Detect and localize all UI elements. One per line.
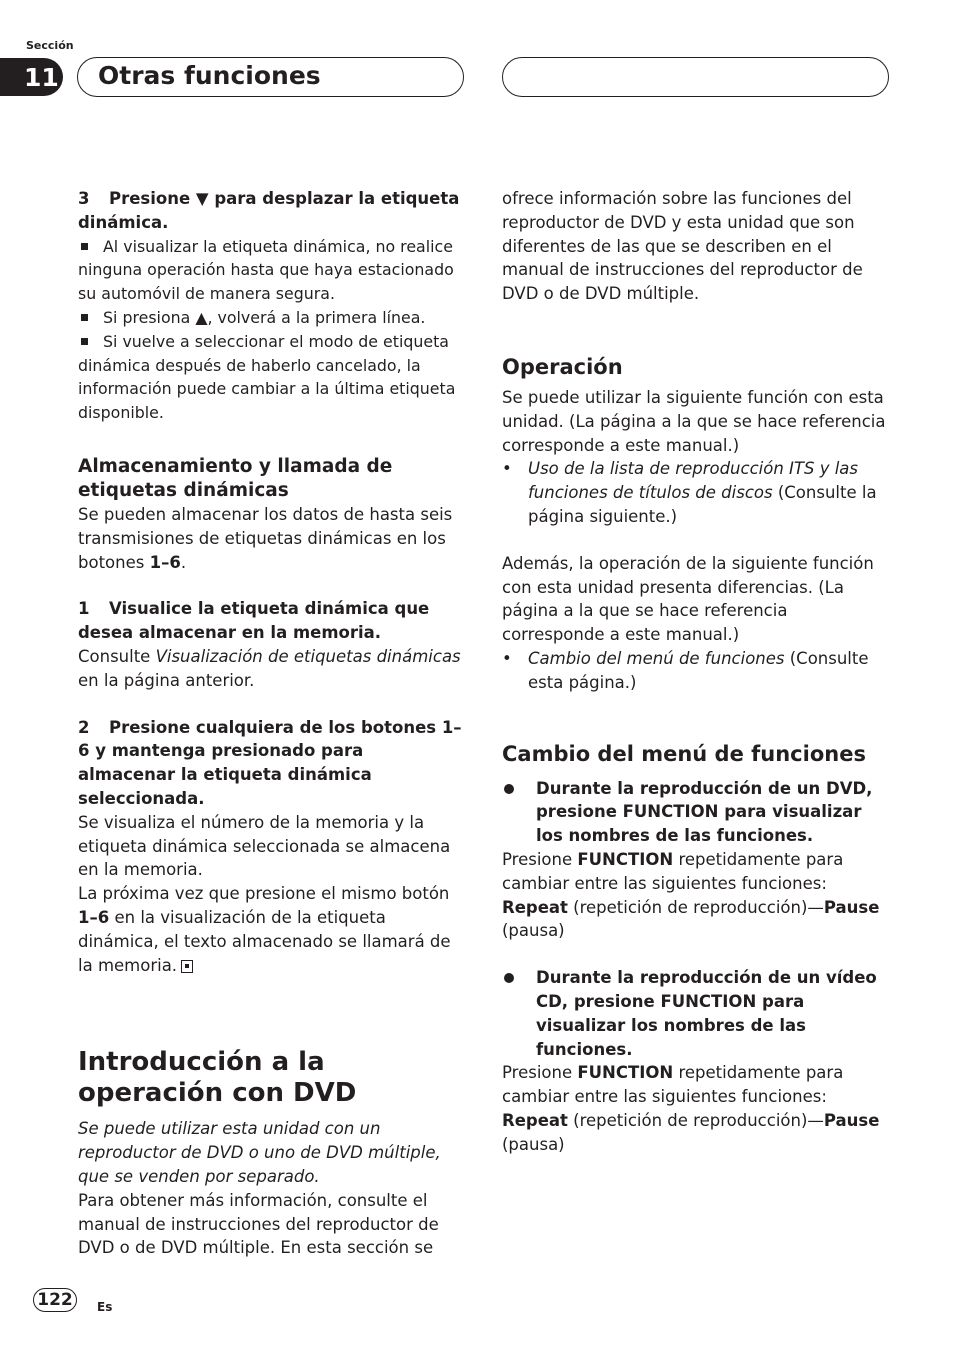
section-number-tab <box>0 58 63 96</box>
step-2-body-1: Se visualiza el número de la memoria y la etiqueta dinámica seleccionada se almacena en la memoria. <box>78 812 451 880</box>
dvd-step <box>502 777 887 848</box>
step-1-number: 1 <box>78 599 90 619</box>
operation-bullet-1: • Uso de la lista de reproducción ITS y las funciones de títulos de discos (Consulte la página siguiente.) <box>502 457 887 528</box>
step-2 <box>78 716 463 811</box>
step-3-number: 3 <box>78 189 90 208</box>
step-1-body: Consulte Visualización de etiquetas dinámicas en la página anterior. <box>78 646 461 690</box>
step-1 <box>78 597 463 645</box>
vcd-step-text: Durante la reproducción de un vídeo CD, presione FUNCTION para visualizar los nombres de las funciones. <box>536 968 877 1059</box>
bullet-disc-icon <box>504 784 514 794</box>
note-2-text: Si presiona ▲, volverá a la primera línea. <box>103 307 426 327</box>
step-2-body-2: La próxima vez que presione el mismo botón 1–6 en la visualización de la etiqueta dinámica, el texto almacenado se llamará de la memoria. <box>78 884 451 975</box>
note-1 <box>78 235 463 306</box>
operation-body: Se puede utilizar la siguiente función con esta unidad. (La página a la que se hace referencia corresponde a este manual.) <box>502 387 886 455</box>
note-3-text: Si vuelve a seleccionar el modo de etiqueta dinámica después de haberlo cancelado, la información puede cambiar a la última etiqueta disponible. <box>78 331 456 423</box>
dvd-function-list: Repeat (repetición de reproducción)—Pause (pausa) <box>502 897 880 941</box>
left-column <box>78 187 463 1260</box>
section-title: Otras funciones <box>98 61 321 90</box>
vcd-function-list: Repeat (repetición de reproducción)—Pause (pausa) <box>502 1110 880 1154</box>
language-code: Es <box>97 1300 113 1314</box>
operation-body-2: Además, la operación de la siguiente función con esta unidad presenta diferencias. (La página a la que se hace referencia corresponde a este manual.) <box>502 553 874 645</box>
operation-bullet-2: • Cambio del menú de funciones (Consulte esta página.) <box>502 647 887 695</box>
vcd-step <box>502 966 887 1061</box>
section-label: Sección <box>26 39 74 52</box>
bullet-disc-icon <box>504 973 514 983</box>
empty-title-frame <box>502 57 889 97</box>
continued-text: ofrece información sobre las funciones del reproductor de DVD y esta unidad que son diferentes de las que se describen en el manual de instrucciones del reproductor de DVD o de DVD múltiple. <box>502 189 863 304</box>
dvd-intro-body: Para obtener más información, consulte el manual de instrucciones del reproductor de DVD o de DVD múltiple. En esta sección se <box>78 1190 439 1258</box>
operation-heading: Operación <box>502 354 623 379</box>
square-bullet-icon <box>81 243 88 250</box>
bullet-icon: • <box>502 648 512 668</box>
square-bullet-icon <box>81 314 88 321</box>
dvd-heading: Introducción a la operación con DVD <box>78 1047 357 1109</box>
bullet-icon: • <box>502 459 512 479</box>
section-number: 11 <box>24 62 59 92</box>
right-column <box>502 187 887 1157</box>
menu-heading: Cambio del menú de funciones <box>502 741 866 766</box>
page-number: 122 <box>33 1288 77 1312</box>
vcd-press-text: Presione FUNCTION repetidamente para cambiar entre las siguientes funciones: <box>502 1063 844 1107</box>
note-2 <box>78 306 463 330</box>
dvd-step-text: Durante la reproducción de un DVD, presione FUNCTION para visualizar los nombres de las funciones. <box>536 778 873 846</box>
step-3 <box>78 187 463 235</box>
square-bullet-icon <box>81 338 88 345</box>
step-2-number: 2 <box>78 717 90 737</box>
store-body: Se pueden almacenar los datos de hasta seis transmisiones de etiquetas dinámicas en los botones 1–6. <box>78 504 453 572</box>
end-of-section-icon <box>181 960 193 973</box>
note-1-text: Al visualizar la etiqueta dinámica, no realice ninguna operación hasta que haya estacionado su automóvil de manera segura. <box>78 236 454 304</box>
step-3-text: Presione ▼ para desplazar la etiqueta dinámica. <box>78 189 460 232</box>
step-1-text: Visualice la etiqueta dinámica que desea almacenar en la memoria. <box>78 599 430 643</box>
dvd-intro-italic: Se puede utilizar esta unidad con un reproductor de DVD o uno de DVD múltiple, que se venden por separado. <box>78 1119 441 1186</box>
note-3 <box>78 330 463 425</box>
step-2-text: Presione cualquiera de los botones 1–6 y mantenga presionado para almacenar la etiqueta dinámica seleccionada. <box>78 717 462 808</box>
store-heading: Almacenamiento y llamada de etiquetas dinámicas <box>78 455 393 501</box>
dvd-press-text: Presione FUNCTION repetidamente para cambiar entre las siguientes funciones: <box>502 849 844 893</box>
